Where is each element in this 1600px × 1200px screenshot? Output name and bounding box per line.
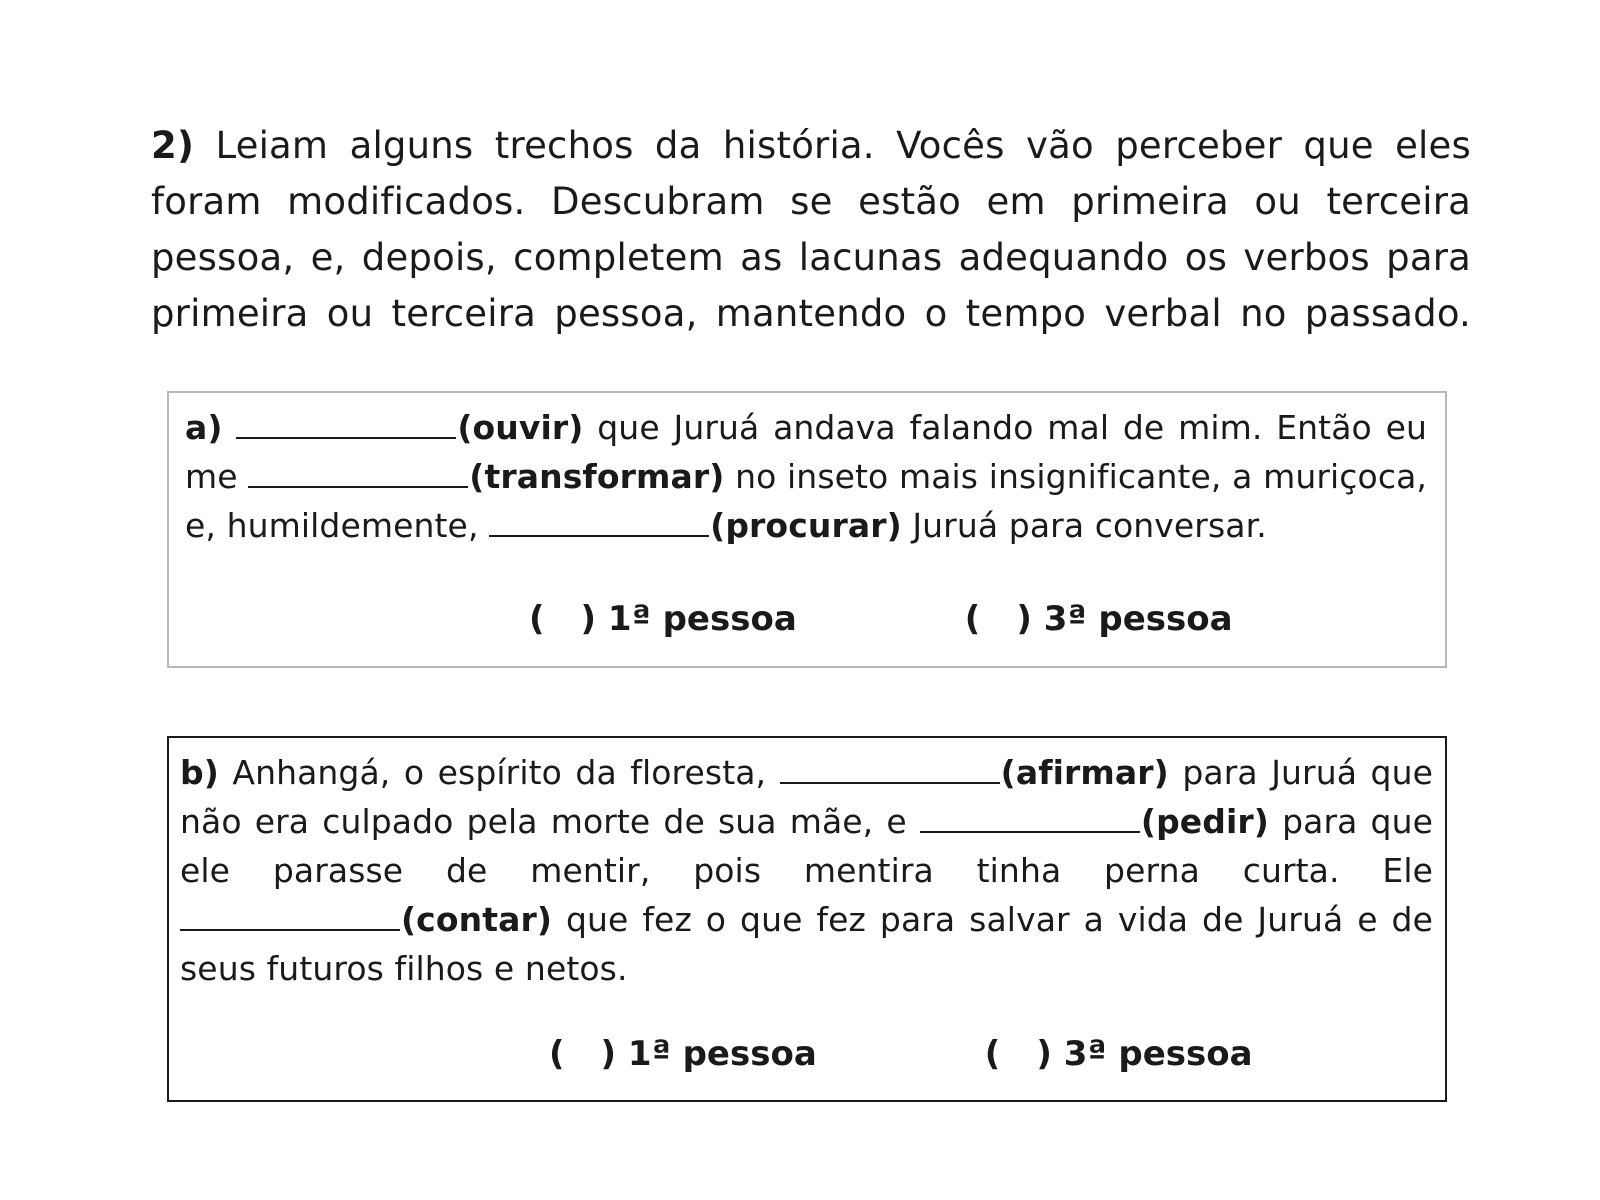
item-b-text-segment: para que <box>1268 802 1433 841</box>
item-b-options <box>549 1034 1253 1074</box>
item-b-line-5 <box>180 944 1433 993</box>
item-a-line-3 <box>185 501 1427 550</box>
option-label: ) 3ª pessoa <box>1036 1034 1253 1074</box>
item-b-text-segment: não era culpado pela morte de sua mãe, e <box>180 802 920 841</box>
item-a-text-segment: me <box>185 457 249 496</box>
option-label: ) 1ª pessoa <box>580 599 797 639</box>
checkbox-open-paren: ( <box>549 1034 565 1074</box>
blank-afirmar[interactable] <box>780 754 1000 784</box>
item-a-line-2 <box>185 452 1427 501</box>
item-b-text-segment: ele parasse de mentir, pois mentira tinha perna curta. Ele <box>180 851 1433 890</box>
item-a-option-3a-pessoa[interactable] <box>965 599 1233 639</box>
blank-transformar[interactable] <box>248 458 468 488</box>
item-b-line-2 <box>180 797 1433 846</box>
blank-contar[interactable] <box>180 901 400 931</box>
blank-pedir[interactable] <box>920 803 1140 833</box>
blank-procurar[interactable] <box>489 507 709 537</box>
item-b-line-4 <box>180 895 1433 944</box>
verb-pedir: (pedir) <box>1140 802 1269 841</box>
verb-ouvir: (ouvir) <box>457 408 584 447</box>
item-a-text-segment: no inseto mais insignificante, a muriçoca, <box>724 457 1427 496</box>
item-a-box <box>167 391 1447 668</box>
item-a-text-segment: que Juruá andava falando mal de mim. Então eu <box>583 408 1428 447</box>
verb-transformar: (transformar) <box>469 457 725 496</box>
item-b-option-3a-pessoa[interactable] <box>985 1034 1253 1074</box>
item-a-text-segment: e, humildemente, <box>185 506 490 545</box>
checkbox-open-paren: ( <box>529 599 545 639</box>
item-b-text-segment: seus futuros filhos e netos. <box>180 949 628 988</box>
item-b-label: b) <box>180 753 219 792</box>
item-b-text-segment: para Juruá que <box>1168 753 1433 792</box>
verb-procurar: (procurar) <box>710 506 902 545</box>
item-a-label: a) <box>185 408 223 447</box>
item-a-text-segment: Juruá para conversar. <box>901 506 1267 545</box>
item-a-options <box>529 599 1233 639</box>
verb-afirmar: (afirmar) <box>1000 753 1169 792</box>
item-b-text-segment: que fez o que fez para salvar a vida de Juruá e de <box>552 900 1433 939</box>
item-b-text <box>180 748 1433 993</box>
question-2 <box>151 118 1471 342</box>
question-number: 2) <box>151 124 195 167</box>
item-b-line-1 <box>180 748 1433 797</box>
option-label: ) 1ª pessoa <box>600 1034 817 1074</box>
item-b-box <box>167 736 1447 1102</box>
blank-ouvir[interactable] <box>236 409 456 439</box>
option-label: ) 3ª pessoa <box>1016 599 1233 639</box>
verb-contar: (contar) <box>401 900 553 939</box>
item-a-line-1 <box>185 403 1427 452</box>
item-b-option-1a-pessoa[interactable] <box>549 1034 817 1074</box>
item-b-text-segment: Anhangá, o espírito da floresta, <box>218 753 780 792</box>
checkbox-open-paren: ( <box>964 599 981 639</box>
item-a-text <box>185 403 1427 550</box>
item-a-option-1a-pessoa[interactable] <box>529 599 797 639</box>
checkbox-open-paren: ( <box>984 1034 1001 1074</box>
question-text: Leiam alguns trechos da história. Vocês vão perceber que eles foram modificados. Descubram se estão em primeira ou terceira pessoa, e, depois, completem as lacunas adequando os verbos para primeira ou terceira pessoa, mantendo o tempo verbal no passado. <box>151 124 1471 335</box>
item-b-line-3 <box>180 846 1433 895</box>
